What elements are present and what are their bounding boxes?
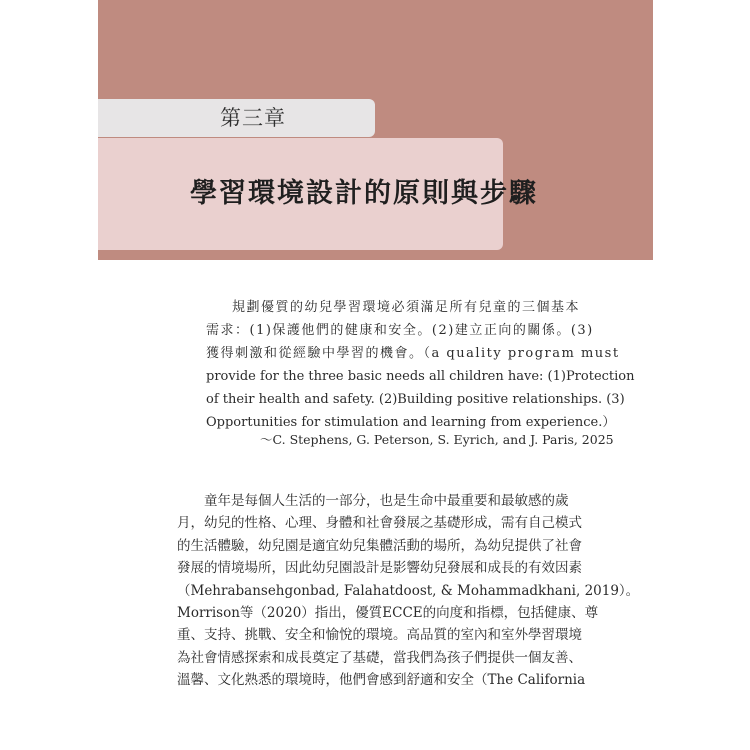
chapter-number: 第三章 <box>220 106 286 130</box>
body-line: 為社會情感探索和成長奠定了基礎，當我們為孩子們提供一個友善、 <box>177 649 582 666</box>
body-line: Morrison等（2020）指出，優質ECCE的向度和指標，包括健康、尊 <box>177 604 599 621</box>
epigraph-line: 獲得刺激和從經驗中學習的機會。（a quality program must <box>206 346 620 361</box>
body-line: （Mehrabansehgonbad, Falahatdoost, & Mohammadkhani, 2019）。 <box>177 582 640 599</box>
chapter-title: 學習環境設計的原則與步驟 <box>190 178 538 209</box>
body-line: 發展的情境場所，因此幼兒園設計是影響幼兒發展和成長的有效因素 <box>177 560 582 577</box>
body-line: 重、支持、挑戰、安全和愉悅的環境。高品質的室內和室外學習環境 <box>177 627 582 644</box>
body-line: 溫馨、文化熟悉的環境時，他們會感到舒適和安全（The California <box>177 672 586 689</box>
epigraph-line: 需求：(1)保護他們的健康和安全。(2)建立正向的關係。(3) <box>206 323 594 338</box>
epigraph-line: 規劃優質的幼兒學習環境必須滿足所有兒童的三個基本 <box>232 300 581 315</box>
epigraph-line: of their health and safety. (2)Building positive relationships. (3) <box>206 392 625 407</box>
body-line: 的生活體驗，幼兒園是適宜幼兒集體活動的場所，為幼兒提供了社會 <box>177 537 582 554</box>
epigraph-attribution: ～C. Stephens, G. Peterson, S. Eyrich, and J. Paris, 2025 <box>260 432 614 447</box>
body-line: 月，幼兒的性格、心理、身體和社會發展之基礎形成，需有自己模式 <box>177 515 582 532</box>
epigraph-line: provide for the three basic needs all children have: (1)Protection <box>206 369 635 384</box>
body-line: 童年是每個人生活的一部分，也是生命中最重要和最敏感的歲 <box>204 493 569 509</box>
body-paragraph <box>177 490 640 692</box>
epigraph-quote <box>206 296 635 434</box>
epigraph-line: Opportunities for stimulation and learning from experience.） <box>206 415 616 430</box>
